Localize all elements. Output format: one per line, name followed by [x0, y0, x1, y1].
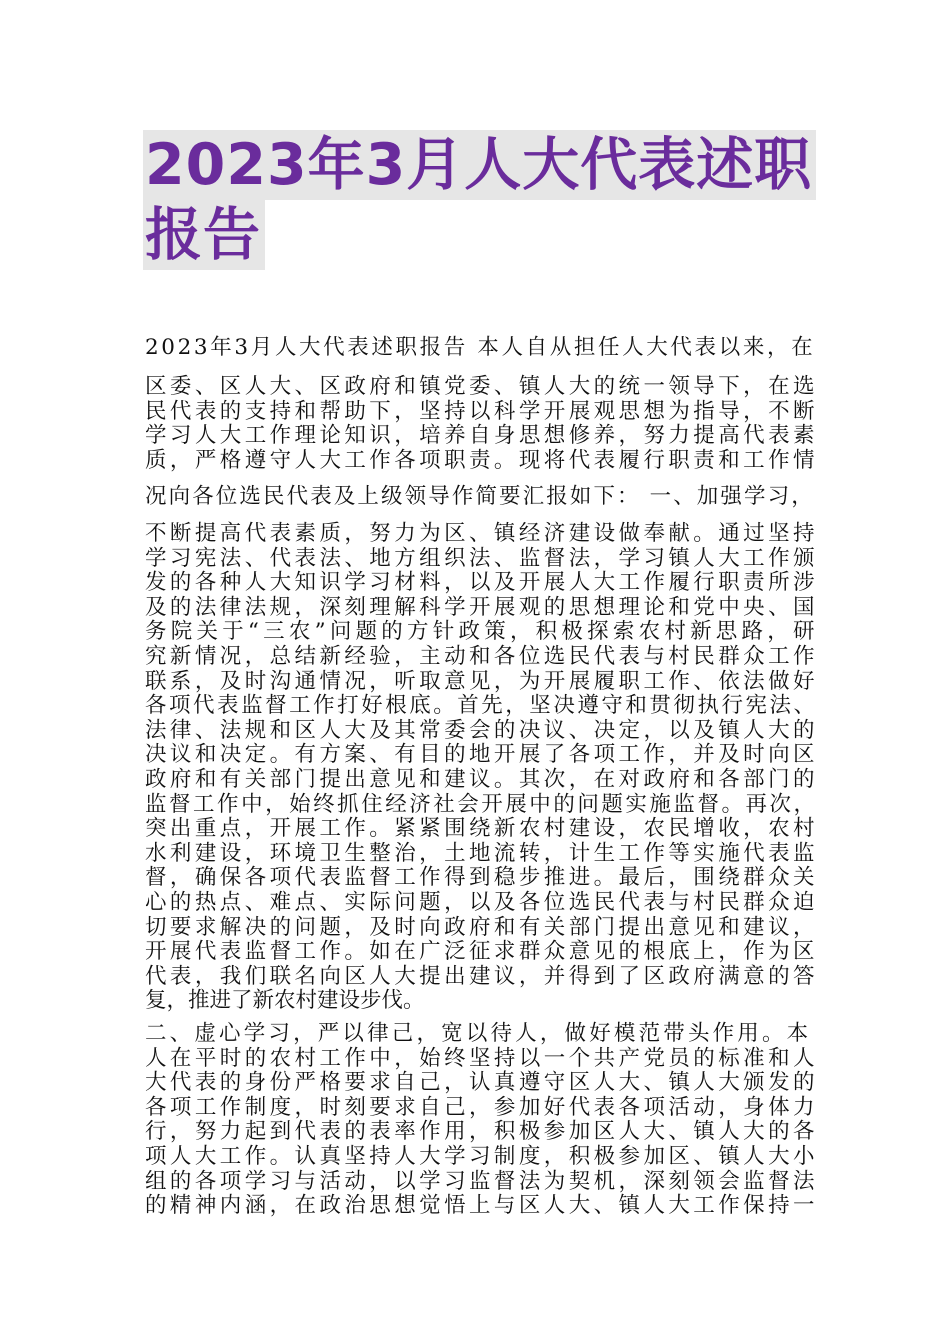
- paragraph-3: [145, 485, 815, 510]
- text-line: 复，推进了新农村建设步伐。: [145, 988, 425, 1014]
- text-line: 决议和决定。有方案、有目的地开展了各项工作，并及时向区: [145, 742, 818, 768]
- text-line: 监督工作中，始终抓住经济社会开展中的问题实施监督。再次，: [145, 791, 818, 817]
- text-line: 突出重点，开展工作。紧紧围绕新农村建设，农民增收，农村: [145, 816, 818, 842]
- text-line: 联系，及时沟通情况，听取意见，为开展履职工作、依法做好: [145, 668, 818, 694]
- text-line: 况向各位选民代表及上级领导作简要汇报如下： 一、加强学习，: [145, 484, 815, 509]
- text-line: 组的各项学习与活动，以学习监督法为契机，深刻领会监督法: [145, 1168, 818, 1194]
- text-line: 学习人大工作理论知识，培养自身思想修养，努力提高代表素: [145, 423, 818, 449]
- text-line: 切要求解决的问题，及时向政府和有关部门提出意见和建议，: [145, 914, 818, 940]
- text-line: 2023年3月人大代表述职报告 本人自从担任人大代表以来，在: [145, 335, 816, 360]
- text-line: 各项代表监督工作打好根底。首先，坚决遵守和贯彻执行宪法、: [145, 693, 818, 719]
- text-line: 务院关于“三农”问题的方针政策，积极探索农村新思路，研: [145, 619, 819, 645]
- text-line: 法律、法规和区人大及其常委会的决议、决定，以及镇人大的: [145, 717, 818, 743]
- text-line: 的精神内涵，在政治思想觉悟上与区人大、镇人大工作保持一: [145, 1193, 818, 1219]
- text-line: 究新情况，总结新经验，主动和各位选民代表与村民群众工作: [145, 643, 818, 669]
- text-line: 学习宪法、代表法、地方组织法、监督法，学习镇人大工作颁: [145, 545, 818, 571]
- text-line: 水利建设，环境卫生整治，土地流转，计生工作等实施代表监: [145, 840, 818, 866]
- paragraph-4: [145, 521, 819, 1014]
- text-line: 项人大工作。认真坚持人大学习制度，积极参加区、镇人大小: [145, 1143, 818, 1169]
- text-line: 各项工作制度，时刻要求自己，参加好代表各项活动，身体力: [145, 1094, 818, 1120]
- text-line: 代表，我们联名向区人大提出建议，并得到了区政府满意的答: [145, 963, 818, 989]
- text-line: 发的各种人大知识学习材料，以及开展人大工作履行职责所涉: [145, 570, 818, 596]
- paragraph-1: [145, 336, 815, 361]
- paragraph-2: [145, 374, 818, 473]
- title-line-2: 报告: [143, 200, 265, 270]
- text-line: 行，努力起到代表的表率作用，积极参加区人大、镇人大的各: [145, 1119, 818, 1145]
- text-line: 大代表的身份严格要求自己，认真遵守区人大、镇人大颁发的: [145, 1070, 818, 1096]
- text-line: 心的热点、难点、实际问题，以及各位选民代表与村民群众迫: [145, 889, 818, 915]
- document-title: [143, 130, 823, 270]
- text-line: 二、虚心学习，严以律己，宽以待人，做好模范带头作用。本: [145, 1021, 812, 1046]
- text-line: 质，严格遵守人大工作各项职责。现将代表履行职责和工作情: [145, 447, 818, 473]
- text-line: 开展代表监督工作。如在广泛征求群众意见的根底上，作为区: [145, 939, 818, 965]
- text-line: 不断提高代表素质，努力为区、镇经济建设做奉献。通过坚持: [145, 521, 818, 546]
- text-line: 及的法律法规，深刻理解科学开展观的思想理论和党中央、国: [145, 594, 818, 620]
- text-line: 区委、区人大、区政府和镇党委、镇人大的统一领导下，在选: [145, 374, 818, 399]
- text-line: 政府和有关部门提出意见和建议。其次，在对政府和各部门的: [145, 766, 818, 792]
- text-line: 人在平时的农村工作中，始终坚持以一个共产党员的标准和人: [145, 1045, 818, 1071]
- text-line: 督，确保各项代表监督工作得到稳步推进。最后，围绕群众关: [145, 865, 818, 891]
- title-line-1: 2023年3月人大代表述职: [143, 130, 816, 200]
- text-line: 民代表的支持和帮助下，坚持以科学开展观思想为指导，不断: [145, 398, 818, 424]
- paragraph-5: [145, 1021, 818, 1219]
